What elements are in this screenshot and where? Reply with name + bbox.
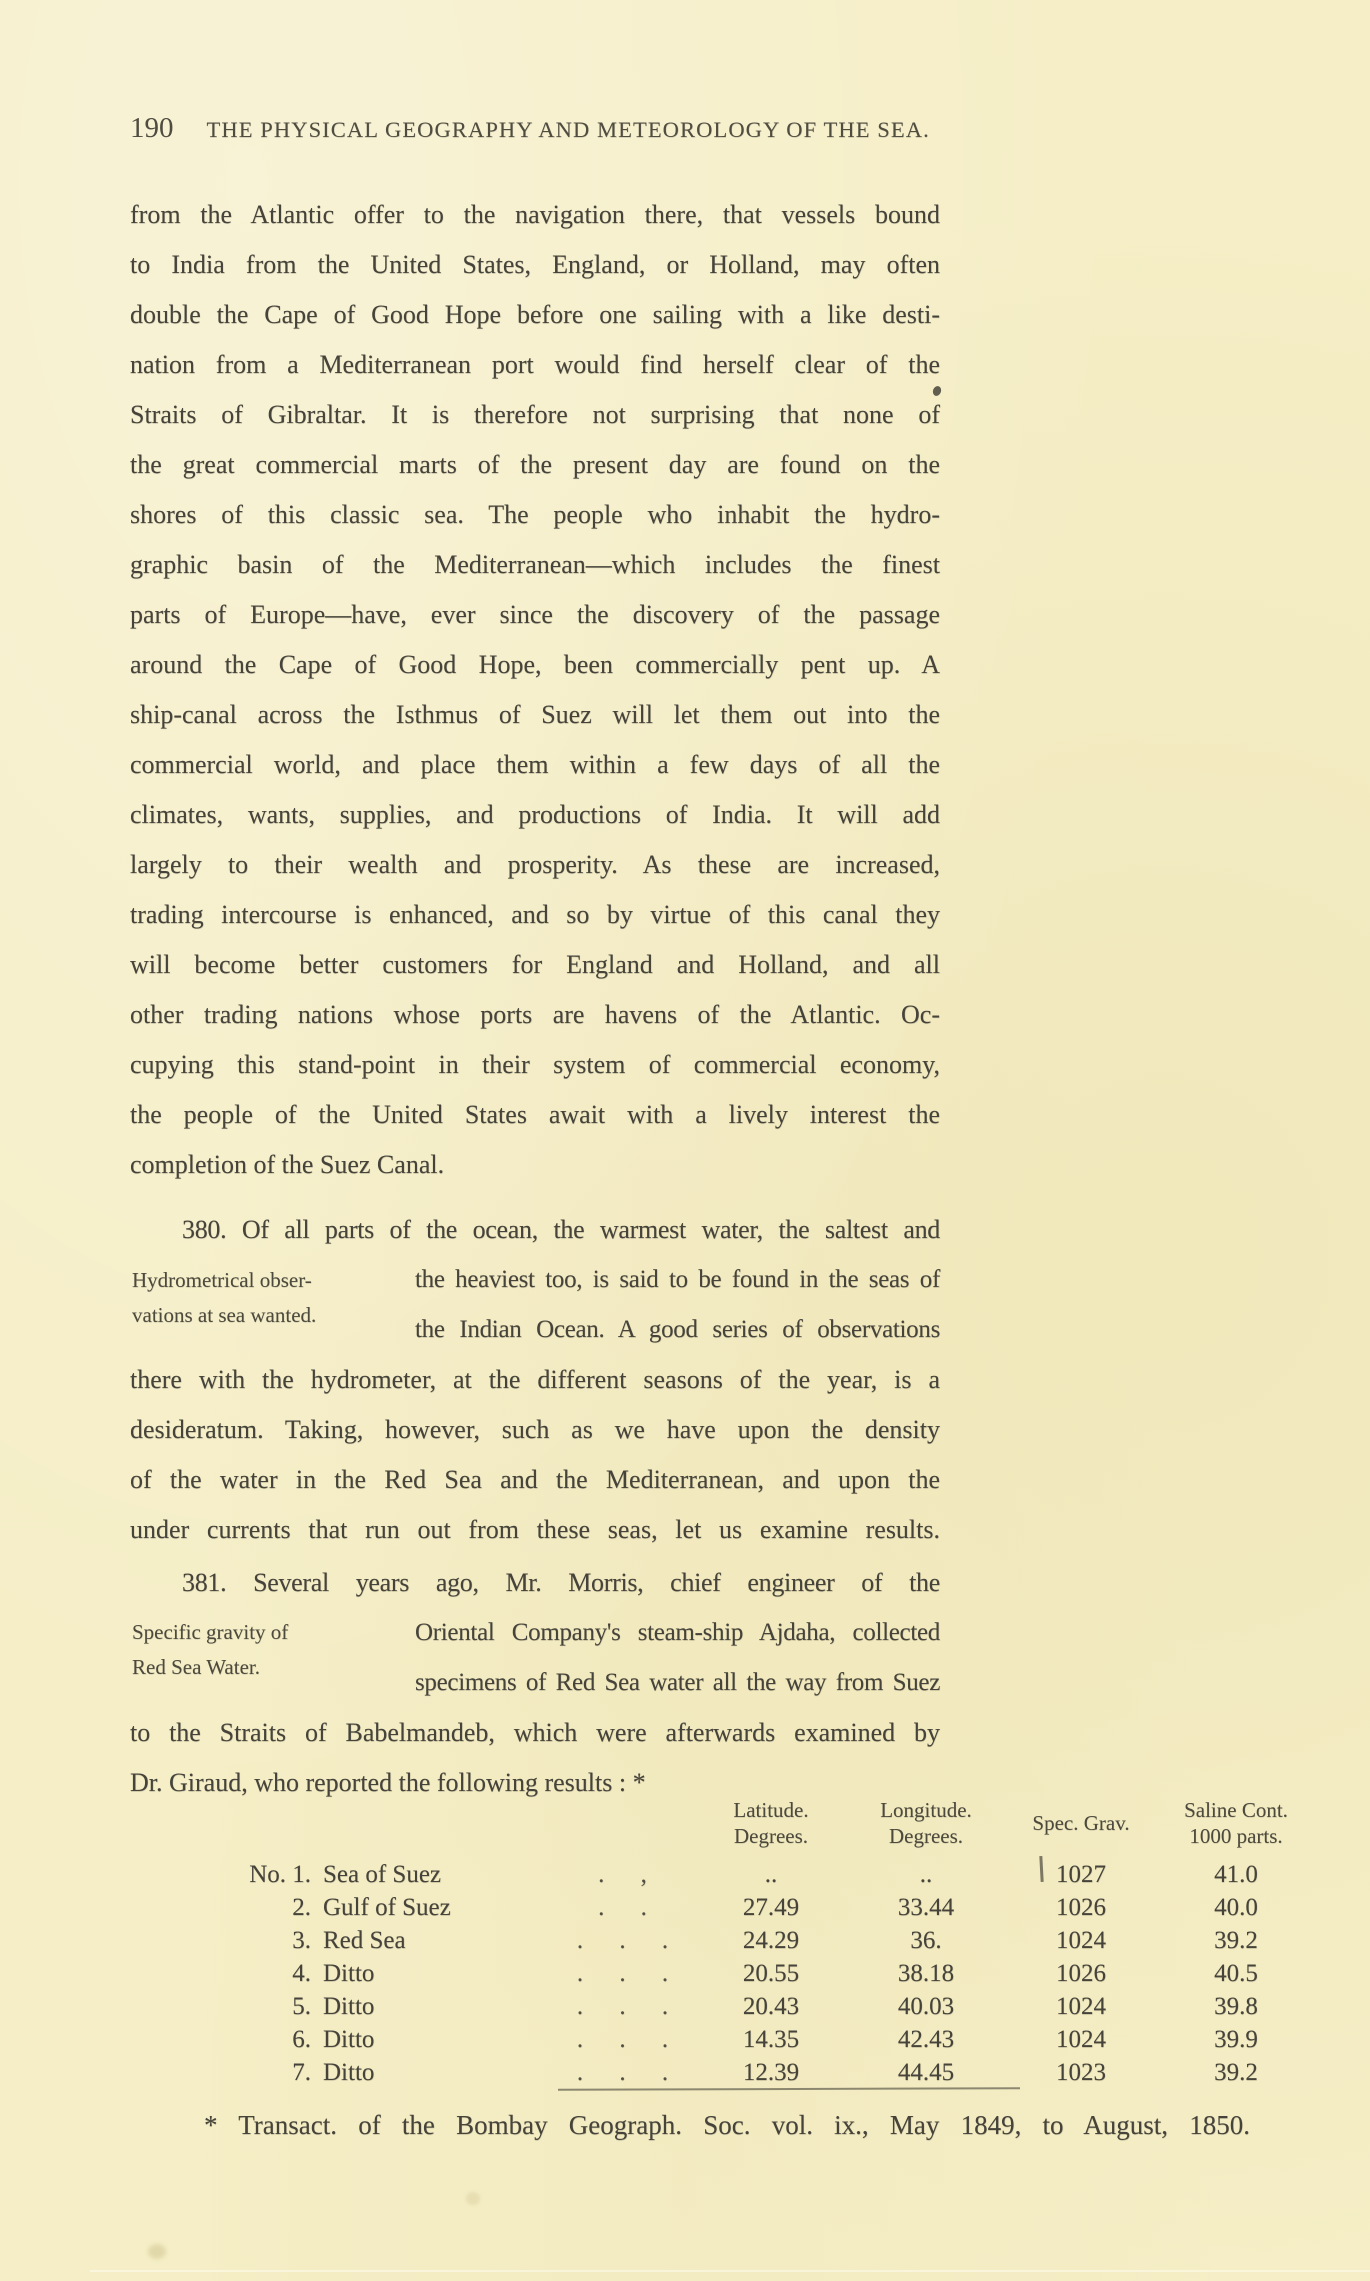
saline-content-value: 39.2: [1214, 1927, 1258, 1954]
latitude-value: 24.29: [742, 1927, 800, 1954]
section-381: [130, 1558, 940, 1808]
text-line: specimens of Red Sea water all the way from Suez: [415, 1669, 940, 1696]
text-line: Straits of Gibraltar. It is therefore not surprising that none of: [130, 400, 940, 429]
text-line: graphic basin of the Mediterranean—which includes the finest: [130, 550, 940, 579]
dot-leader: . . .: [576, 1927, 671, 1954]
text-line: around the Cape of Good Hope, been commercially pent up. A: [130, 650, 940, 679]
column-header: [846, 1792, 1006, 1854]
text-line: 380. Of all parts of the ocean, the warmest water, the saltest and: [182, 1215, 940, 1244]
latitude-value: 20.43: [742, 1993, 800, 2020]
table-row: [228, 1858, 1318, 1891]
dot-leader: . . .: [576, 1960, 671, 1987]
specific-gravity-value: 1023: [1056, 2059, 1106, 2086]
row-number: 6.: [292, 2026, 311, 2053]
side-note-line: Specific gravity of: [132, 1620, 289, 1644]
place-name: Ditto: [323, 1960, 375, 1987]
paper-smudge: [148, 2244, 166, 2259]
text-line: the great commercial marts of the present day are found on the: [130, 450, 940, 479]
place-name: Ditto: [323, 2026, 375, 2053]
text-line: from the Atlantic offer to the navigation there, that vessels bound: [130, 200, 940, 229]
text-line: Oriental Company's steam-ship Ajdaha, collected: [415, 1619, 940, 1646]
dot-leader: . . .: [576, 1993, 671, 2020]
row-number: 4.: [292, 1960, 311, 1987]
text-line: to India from the United States, England, or Holland, may often: [130, 250, 940, 279]
side-note-line: Hydrometrical obser-: [132, 1268, 312, 1292]
page-header: [130, 112, 1010, 145]
saline-content-value: 40.0: [1214, 1894, 1258, 1921]
table-row: [228, 2056, 1318, 2089]
place-name: Sea of Suez: [323, 1861, 442, 1888]
text-line: the heaviest too, is said to be found in the seas of: [415, 1266, 940, 1293]
row-number: 3.: [292, 1927, 311, 1954]
text-line: climates, wants, supplies, and productions of India. It will add: [130, 800, 940, 829]
dot-leader: . .: [598, 1894, 649, 1921]
saline-content-value: 39.9: [1214, 2026, 1258, 2053]
table-row: [228, 1891, 1318, 1924]
text-line: double the Cape of Good Hope before one sailing with a like desti-: [130, 300, 940, 329]
longitude-value: ..: [919, 1861, 933, 1888]
text-line: Dr. Giraud, who reported the following results : *: [130, 1768, 646, 1797]
longitude-value: 38.18: [897, 1960, 955, 1987]
latitude-value: 14.35: [742, 2026, 800, 2053]
latitude-value: 12.39: [742, 2059, 800, 2086]
row-number: 5.: [292, 1993, 311, 2020]
dot-leader: . . .: [576, 2026, 671, 2053]
row-number: No. 1.: [249, 1861, 311, 1888]
longitude-value: 40.03: [897, 1993, 955, 2020]
text-line: of the water in the Red Sea and the Mediterranean, and upon the: [130, 1465, 940, 1494]
text-line: the people of the United States await with a lively interest the: [130, 1100, 940, 1129]
saline-content-value: 41.0: [1214, 1861, 1258, 1888]
specific-gravity-value: 1024: [1056, 2026, 1106, 2053]
text-line: completion of the Suez Canal.: [130, 1150, 445, 1179]
specific-gravity-value: 1024: [1056, 1993, 1106, 2020]
dot-leader: . . .: [576, 2059, 671, 2086]
section-380: [130, 1205, 940, 1555]
longitude-value: 33.44: [897, 1894, 955, 1921]
text-line: there with the hydrometer, at the different seasons of the year, is a: [130, 1365, 940, 1394]
text-line: cupying this stand-point in their system of commercial economy,: [130, 1050, 940, 1079]
red-sea-observations-table: [228, 1792, 1318, 2089]
text-line: to the Straits of Babelmandeb, which were afterwards examined by: [130, 1718, 940, 1747]
table-header-row: [228, 1792, 1318, 1854]
column-header-line2: Degrees.: [888, 1824, 964, 1848]
row-number: 7.: [292, 2059, 311, 2086]
longitude-value: 44.45: [897, 2059, 955, 2086]
table-row: [228, 2023, 1318, 2056]
longitude-value: 36.: [910, 1927, 942, 1954]
column-header: [1006, 1792, 1156, 1854]
place-name: Gulf of Suez: [323, 1894, 451, 1921]
saline-content-value: 40.5: [1214, 1960, 1258, 1987]
side-note-line: vations at sea wanted.: [132, 1303, 317, 1327]
side-note-line: Red Sea Water.: [132, 1655, 260, 1679]
saline-content-value: 39.8: [1214, 1993, 1258, 2020]
specific-gravity-value: 1027: [1056, 1861, 1106, 1888]
column-header-line1: Saline Cont.: [1184, 1798, 1288, 1822]
longitude-value: 42.43: [897, 2026, 955, 2053]
latitude-value: 27.49: [742, 1894, 800, 1921]
footnote: * Transact. of the Bombay Geograph. Soc. vol. ix., May 1849, to August, 1850.: [204, 2110, 1250, 2140]
text-line: commercial world, and place them within a few days of all the: [130, 750, 940, 779]
column-header: [696, 1792, 846, 1854]
text-line: shores of this classic sea. The people who inhabit the hydro-: [130, 500, 940, 529]
text-line: will become better customers for England and Holland, and all: [130, 950, 940, 979]
place-name: Ditto: [323, 2059, 375, 2086]
table-row: [228, 1957, 1318, 1990]
text-line: desideratum. Taking, however, such as we have upon the density: [130, 1415, 940, 1444]
place-name: Ditto: [323, 1993, 375, 2020]
column-header-line2: 1000 parts.: [1189, 1824, 1283, 1848]
dot-leader: . ,: [598, 1861, 649, 1888]
text-line: trading intercourse is enhanced, and so by virtue of this canal they: [130, 900, 940, 929]
paragraph-continuation: [130, 190, 940, 1190]
text-line: ship-canal across the Isthmus of Suez will let them out into the: [130, 700, 940, 729]
column-header-line1: Latitude.: [733, 1798, 809, 1822]
text-line: other trading nations whose ports are havens of the Atlantic. Oc-: [130, 1000, 940, 1029]
footnote-rule: [558, 2087, 1020, 2091]
specific-gravity-value: 1024: [1056, 1927, 1106, 1954]
column-header: [1156, 1792, 1316, 1854]
table-row: [228, 1924, 1318, 1957]
side-note-hydrometrical-observations: [132, 1263, 437, 1333]
text-line: 381. Several years ago, Mr. Morris, chief engineer of the: [182, 1568, 940, 1597]
table-row: [228, 1990, 1318, 2023]
text-line: the Indian Ocean. A good series of observations: [415, 1316, 940, 1343]
side-note-specific-gravity: [132, 1615, 437, 1685]
latitude-value: 20.55: [742, 1960, 800, 1987]
text-line: nation from a Mediterranean port would find herself clear of the: [130, 350, 940, 379]
column-header-line1: Longitude.: [880, 1798, 972, 1822]
table-body: [228, 1858, 1318, 2089]
text-line: largely to their wealth and prosperity. As these are increased,: [130, 850, 940, 879]
page-number: 190: [130, 112, 174, 144]
saline-content-value: 39.2: [1214, 2059, 1258, 2086]
running-title: THE PHYSICAL GEOGRAPHY AND METEOROLOGY OF THE SEA.: [206, 117, 930, 142]
scan-edge-artifact: [90, 2270, 1370, 2272]
text-line: under currents that run out from these seas, let us examine results.: [130, 1515, 940, 1544]
column-header-line2: Degrees.: [733, 1824, 809, 1848]
column-header-line1: Spec. Grav.: [1032, 1811, 1130, 1835]
place-name: Red Sea: [323, 1927, 406, 1954]
paper-smudge: [466, 2192, 480, 2205]
row-number: 2.: [292, 1894, 311, 1921]
text-line: parts of Europe—have, ever since the discovery of the passage: [130, 600, 940, 629]
specific-gravity-value: 1026: [1056, 1894, 1106, 1921]
latitude-value: ..: [764, 1861, 778, 1888]
specific-gravity-value: 1026: [1056, 1960, 1106, 1987]
